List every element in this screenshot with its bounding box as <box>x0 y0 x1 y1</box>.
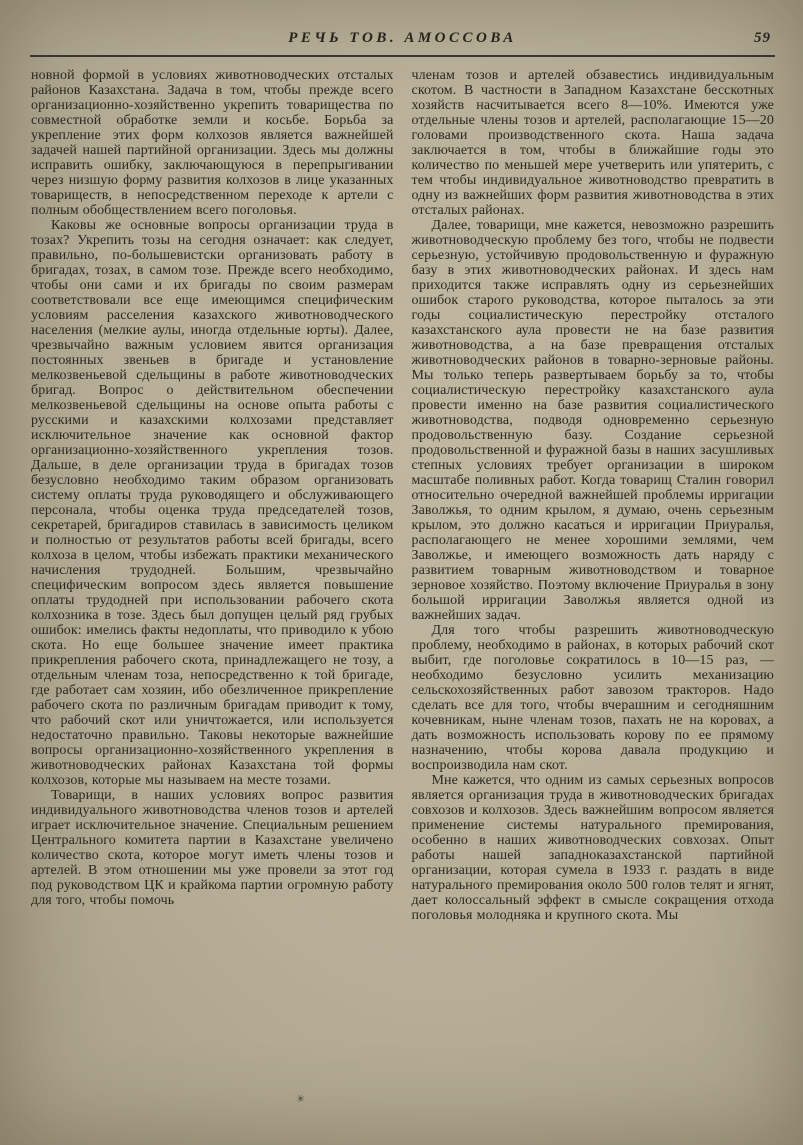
paragraph: Мне кажется, что одним из самых серьезных вопросов является организация труда в животноводческих бригадах совхозов и колхозов. Здесь важнейшим вопросом является применение системы натурального премирования, особенно в наших животноводческих совхозах. Опыт работы нашей западноказахстанской партийной организации, которая сумела в 1933 г. раздать в виде натурального премирования около 500 голов телят и ягнят, дает колоссальный эффект в смысле сокращения отхода поголовья молодняка и крупного скота. Мы <box>411 773 774 923</box>
running-title: РЕЧЬ ТОВ. АМОССОВА <box>288 30 517 46</box>
paragraph-continuation: членам тозов и артелей обзавестись индивидуальным скотом. В частности в Западном Казахстане бесскотных хозяйств насчитывается всего 8—10%. Имеются уже отдельные члены тозов и артелей, располагающие 15—20 головами производственного скота. Наша задача заключается в том, чтобы в ближайшие годы это количество по меньшей мере учетверить или упятерить, с тем чтобы индивидуальное животноводство превратить в одну из важнейших форм развития животноводства в этих отсталых районах. <box>411 68 774 218</box>
page-header <box>32 30 773 52</box>
page-number: 59 <box>754 30 771 46</box>
paragraph: Каковы же основные вопросы организации труда в тозах? Укрепить тозы на сегодня означает: как следует, правильно, по-большевистски организовать работу в бригадах, тозах, в самом тозе. Прежде всего необходимо, чтобы они сами и их бригады по своим размерам соответствовали все еще имеющимся специфическим условиям расселения казахского животноводческого населения (мелкие аулы, иногда отдельные юрты). Далее, чрезвычайно важным условием явится организация постоянных звеньев в бригаде и установление мелкозвеньевой сдельщины в работе животноводческих бригад. Вопрос о действительном обеспечении мелкозвеньевой сдельщины на основе опыта работы с русскими и казахскими колхозами представляет исключительное значение как основной фактор организационно-хозяйственного укрепления тозов. Дальше, в деле организации труда в бригадах тозов безусловно необходимо таким образом организовать систему оплаты труда руководящего и обслуживающего персонала, чтобы оценка труда председателей тозов, секретарей, бригадиров ставилась в зависимость целиком и полностью от результатов работы всей бригады, всего колхоза в целом, чтобы избежать практики механического начисления трудодней. Большим, чрезвычайно специфическим вопросом здесь является повышение оплаты трудодней при использовании рабочего скота колхозника в тозе. Здесь был допущен целый ряд грубых ошибок: имелись факты недоплаты, что приводило к убою скота. Но еще большее значение имеет практика прикрепления рабочего скота, принадлежащего не тозу, а отдельным членам тоза, непосредственно к той бригаде, где работает сам хозяин, ибо обезличенное прикрепление рабочего скота по различным бригадам приводит к тому, что рабочий скот или уничтожается, или используется недостаточно правильно. Таковы некоторые важнейшие вопросы организационно-хозяйственного укрепления в животноводческих районах Казахстана той формы колхозов, которые мы называем на месте тозами. <box>31 218 394 788</box>
ink-blot-icon: ✳ <box>294 1093 306 1106</box>
left-column <box>31 68 394 1119</box>
text-columns <box>31 68 774 1119</box>
right-column <box>412 68 775 1119</box>
paragraph-continuation: новной формой в условиях животноводческих отсталых районов Казахстана. Задача в том, чтобы прежде всего организационно-хозяйственно укрепить товарищества по совместной обработке земли и косьбе. Борьба за укрепление этих форм колхозов является важнейшей задачей нашей партийной организации. Здесь мы должны исправить ошибку, заключающуюся в перепрыгивании через низшую форму развития колхозов в лице указанных товариществ, в непосредственном переходе к артели с полным обобществлением всего поголовья. <box>31 68 394 218</box>
header-rule <box>30 55 775 57</box>
paragraph: Товарищи, в наших условиях вопрос развития индивидуального животноводства членов тозов и артелей играет исключительное значение. Специальным решением Центрального комитета партии в Казахстане увеличено количество скота, которое могут иметь члены тозов и артелей. В этом отношении мы уже провели за этот год под руководством ЦК и крайкома партии огромную работу для того, чтобы помочь <box>31 788 394 908</box>
paragraph: Далее, товарищи, мне кажется, невозможно разрешить животноводческую проблему без того, чтобы не подвести серьезную, устойчивую продовольственную и фуражную базу в этих животноводческих районах. И здесь нам приходится также исправлять одну из серьезнейших ошибок старого руководства, которое пыталось за эти годы социалистическую перестройку отсталого казахстанского аула провести не на базе развития животноводства, а на базе превращения отсталых животноводческих районов в товарно-зерновые районы. Мы только теперь развертываем борьбу за то, чтобы социалистическую перестройку казахстанского аула провести именно на базе развития социалистического животноводства, подводя одновременно серьезную продовольственную базу. Создание серьезной продовольственной и фуражной базы в наших засушливых степных условиях требует организации в широком масштабе поливных работ. Когда товарищ Сталин говорил относительно очередной важнейшей проблемы ирригации Заволжья, то одним крылом, я думаю, очень серьезным крылом, это должно касаться и ирригации Приуралья, располагающего не менее хорошими землями, чем Заволжье, и имеющего возможность дать наряду с развитием товарным животноводством и товарное зерновое хозяйство. Поэтому включение Приуралья в зону большой ирригации Заволжья является одной из важнейших задач. <box>411 218 774 623</box>
paragraph: Для того чтобы разрешить животноводческую проблему, необходимо в районах, в которых рабочий скот выбит, где поголовье сократилось в 10—15 раз, — необходимо безусловно усилить механизацию сельскохозяйственных работ завозом тракторов. Надо сделать все для того, чтобы вчерашним и сегодняшним кочевникам, ныне членам тозов, пахать не на коровах, а дать возможность использовать корову по ее прямому назначению, чтобы корова давала продукцию и воспроизводила нам скот. <box>411 623 774 773</box>
